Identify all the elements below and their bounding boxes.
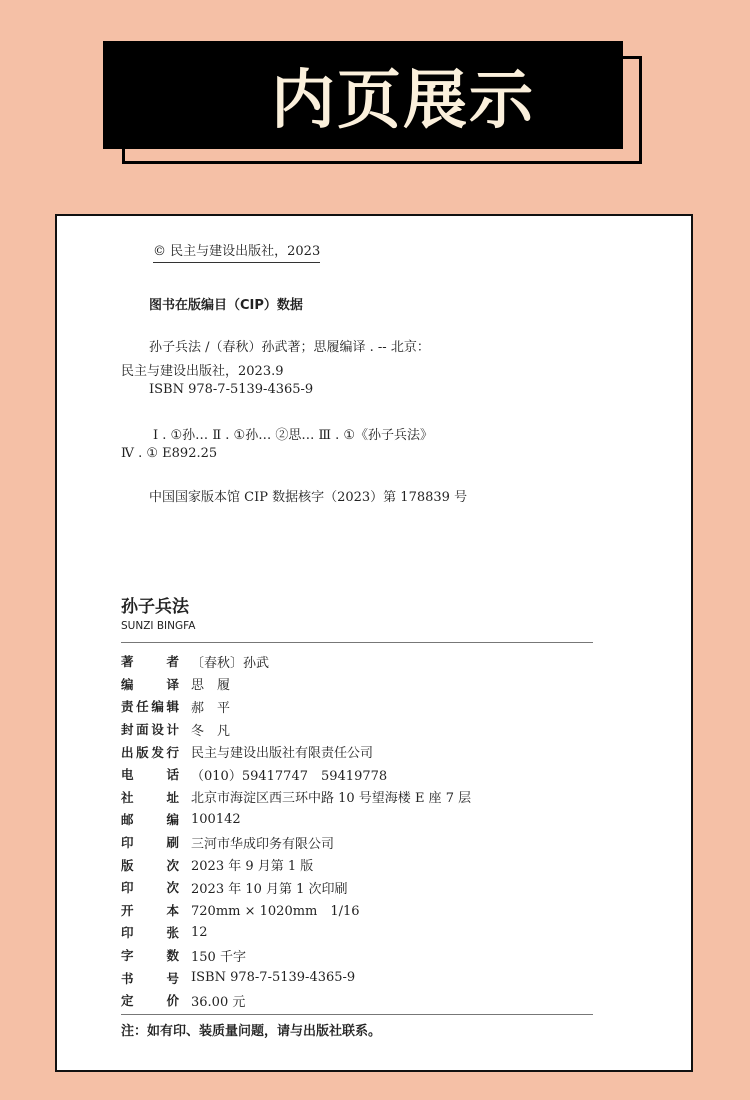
info-row xyxy=(121,763,593,786)
info-label: 出版发行 xyxy=(121,744,179,760)
info-label: 印刷 xyxy=(121,835,179,851)
info-row xyxy=(121,899,593,922)
info-value: 三河市华成印务有限公司 xyxy=(191,836,335,852)
info-row xyxy=(121,786,593,809)
cip-classification-1: Ⅰ . ①孙… Ⅱ . ①孙… ②思… Ⅲ . ①《孙子兵法》 xyxy=(153,428,434,443)
info-row xyxy=(121,853,593,876)
info-label: 字数 xyxy=(121,948,179,964)
info-value: （010）59417747 59419778 xyxy=(191,768,388,784)
info-row xyxy=(121,876,593,899)
info-row xyxy=(121,808,593,831)
info-value: 12 xyxy=(191,924,208,940)
info-label: 编译 xyxy=(121,676,179,692)
info-row xyxy=(121,944,593,967)
info-value: 150 千字 xyxy=(191,949,246,965)
info-label: 版次 xyxy=(121,857,179,873)
book-title: 孙子兵法 xyxy=(121,597,189,617)
info-row xyxy=(121,966,593,989)
book-pinyin: SUNZI BINGFA xyxy=(121,620,196,632)
cip-approval: 中国国家版本馆 CIP 数据核字（2023）第 178839 号 xyxy=(149,490,468,505)
info-value: 民主与建设出版社有限责任公司 xyxy=(191,746,374,762)
info-value: 36.00 元 xyxy=(191,994,246,1010)
copyright-line: © 民主与建设出版社，2023 xyxy=(153,240,320,263)
info-row xyxy=(121,740,593,763)
info-label: 定价 xyxy=(121,993,179,1009)
info-row xyxy=(121,695,593,718)
info-row xyxy=(121,921,593,944)
banner-title: 内页展示 xyxy=(103,41,623,149)
info-value: 2023 年 9 月第 1 版 xyxy=(191,859,314,875)
info-label: 社址 xyxy=(121,789,179,805)
info-list xyxy=(121,650,593,1012)
info-value: 〔春秋〕孙武 xyxy=(191,655,270,671)
info-row xyxy=(121,673,593,696)
copyright-page xyxy=(55,214,693,1072)
cip-classification-2: Ⅳ . ① E892.25 xyxy=(121,446,218,461)
info-label: 电话 xyxy=(121,767,179,783)
bottom-divider xyxy=(121,1014,593,1015)
info-label: 封面设计 xyxy=(121,722,179,738)
info-row xyxy=(121,831,593,854)
cip-title: 图书在版编目（CIP）数据 xyxy=(149,298,303,313)
cip-isbn: ISBN 978-7-5139-4365-9 xyxy=(149,382,314,397)
info-label: 印张 xyxy=(121,925,179,941)
info-value: 冬 凡 xyxy=(191,723,231,739)
info-row xyxy=(121,650,593,673)
info-label: 书号 xyxy=(121,970,179,986)
info-label: 著者 xyxy=(121,654,179,670)
info-value: 郝 平 xyxy=(191,700,231,716)
info-row xyxy=(121,989,593,1012)
top-divider xyxy=(121,642,593,643)
info-value: 北京市海淀区西三环中路 10 号望海楼 E 座 7 层 xyxy=(191,791,472,807)
info-label: 责任编辑 xyxy=(121,699,179,715)
info-value: ISBN 978-7-5139-4365-9 xyxy=(191,970,356,986)
info-row xyxy=(121,718,593,741)
info-value: 720mm × 1020mm 1/16 xyxy=(191,904,360,920)
info-value: 思 履 xyxy=(191,678,231,694)
cip-line-2: 民主与建设出版社，2023.9 xyxy=(121,364,284,379)
info-label: 邮编 xyxy=(121,812,179,828)
cip-line-1: 孙子兵法 /（春秋）孙武著；思履编译 . -- 北京： xyxy=(149,340,430,355)
notice-text: 注：如有印、装质量问题，请与出版社联系。 xyxy=(121,1024,382,1039)
info-value: 2023 年 10 月第 1 次印刷 xyxy=(191,881,348,897)
info-label: 开本 xyxy=(121,902,179,918)
info-value: 100142 xyxy=(191,811,241,827)
info-label: 印次 xyxy=(121,880,179,896)
